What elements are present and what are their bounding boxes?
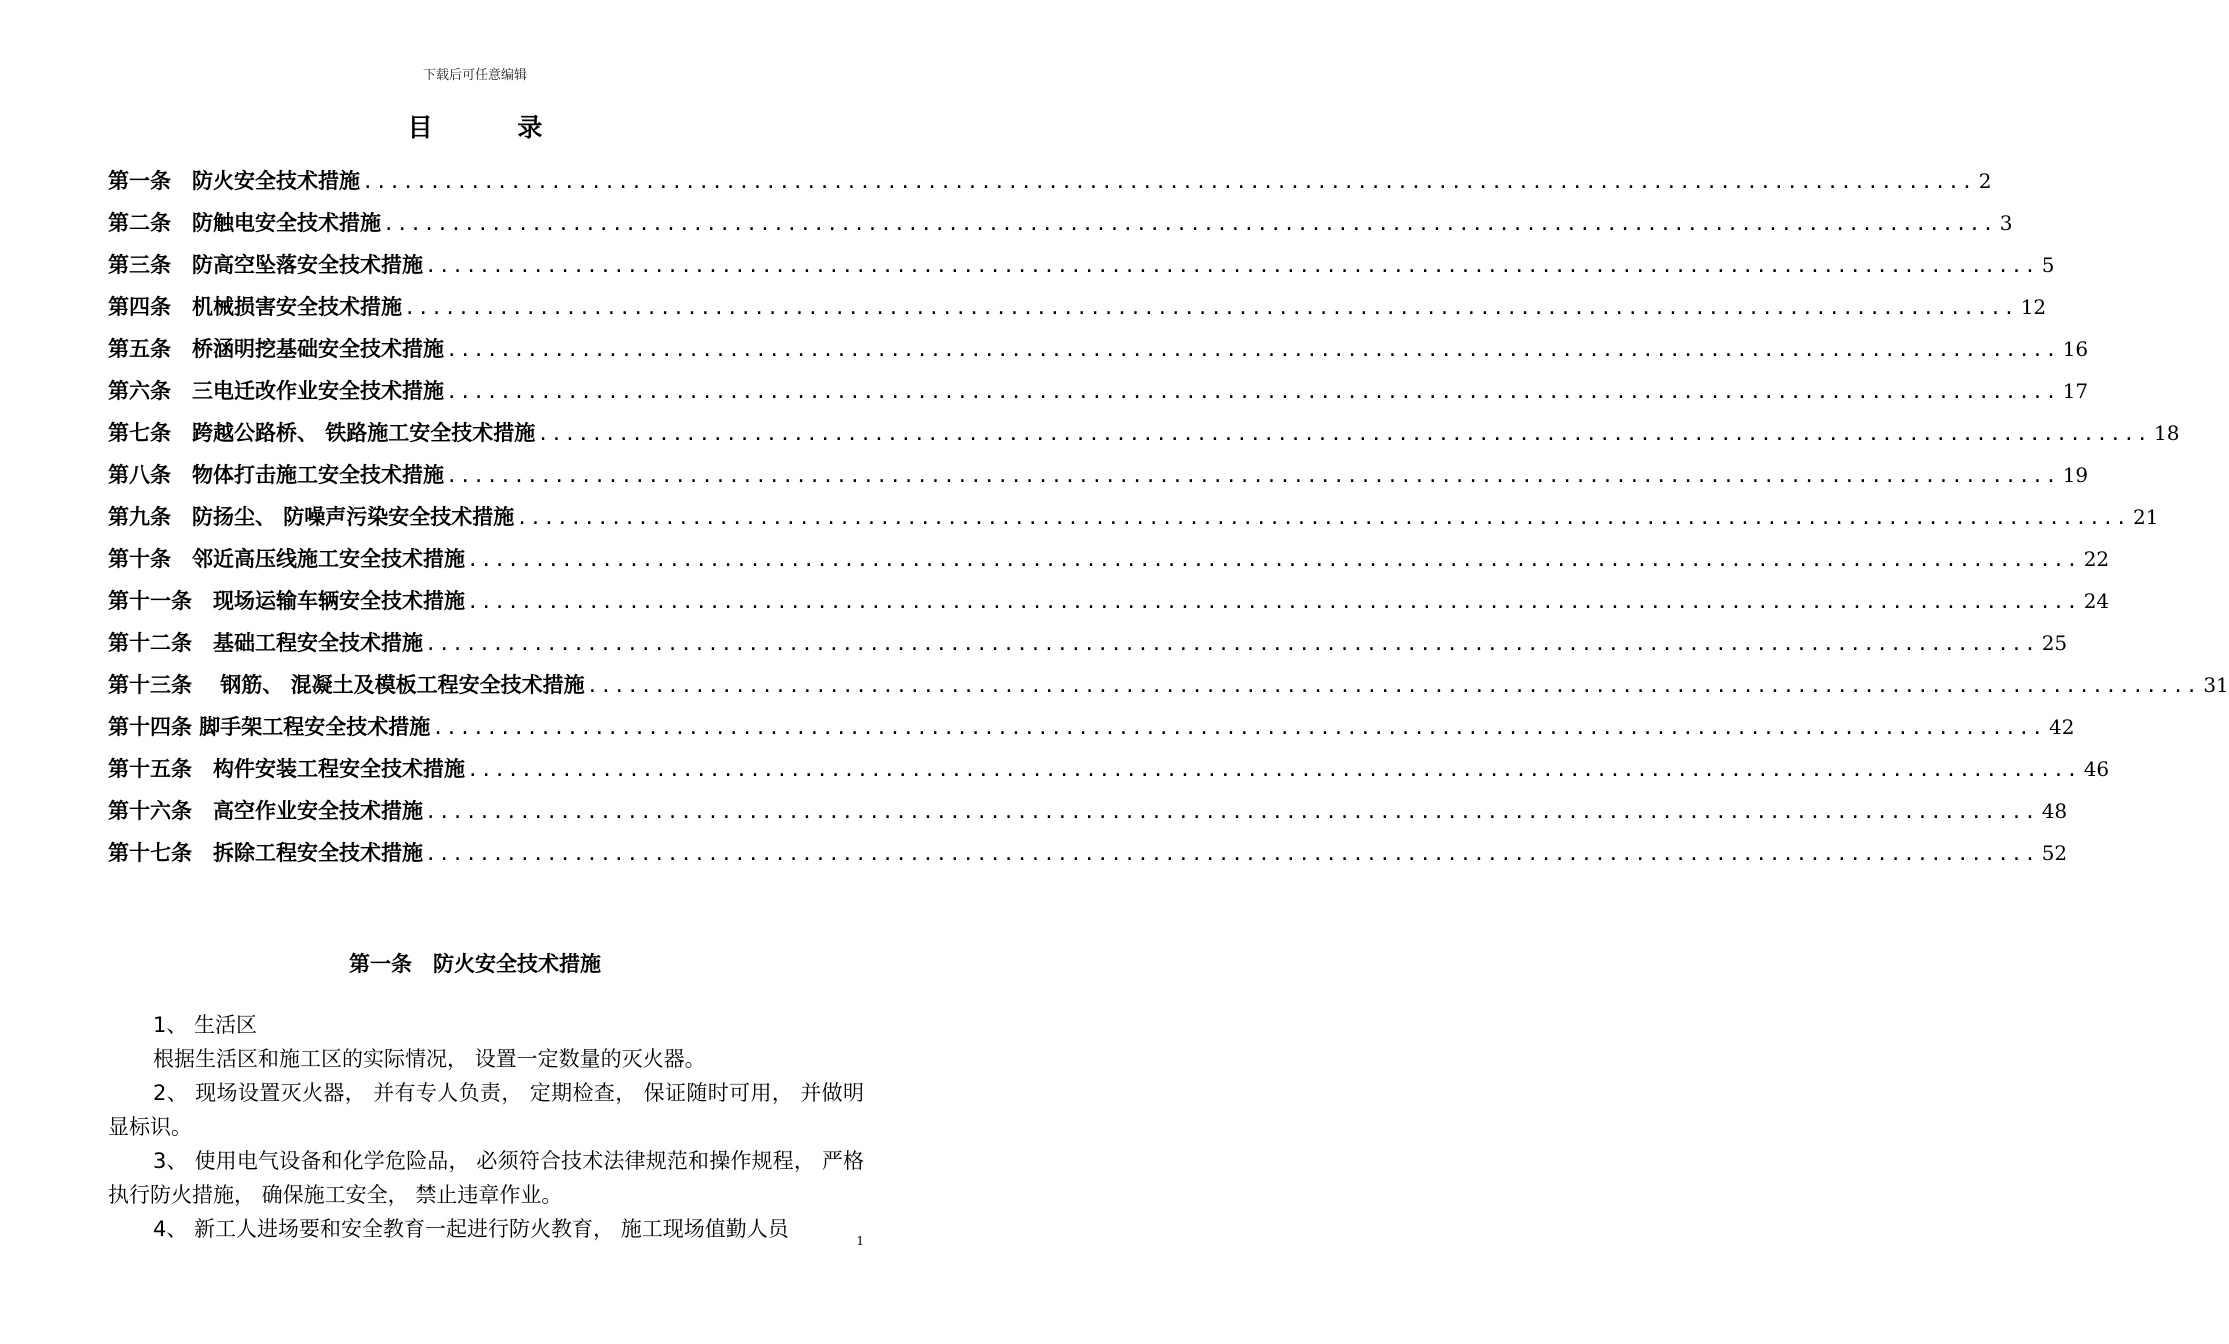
toc-entry-page: 21 <box>2133 505 2159 529</box>
toc-entry-page: 5 <box>2041 253 2055 277</box>
toc-entry[interactable] <box>108 706 2075 748</box>
toc-entry[interactable] <box>108 748 2110 790</box>
toc-title: 目 录 <box>407 113 581 142</box>
toc-entry-page: 19 <box>2062 463 2089 487</box>
toc-entry-label: 第十一条 现场运输车辆安全技术措施 <box>108 589 465 613</box>
toc-entry[interactable] <box>108 790 2068 832</box>
page-number: 1 <box>856 1234 864 1248</box>
toc-entry[interactable] <box>108 160 1992 202</box>
dot-leader: ........................................................................................................................ <box>425 633 2038 655</box>
toc-entry-label: 第五条 桥涵明挖基础安全技术措施 <box>108 337 444 361</box>
toc-entry-label: 第十四条 脚手架工程安全技术措施 <box>108 715 431 739</box>
toc-entry-label: 第八条 物体打击施工安全技术措施 <box>108 463 444 487</box>
paragraph: 2、 现场设置灭火器， 并有专人负责， 定期检查， 保证随时可用， 并做明显标识。 <box>108 1081 864 1139</box>
toc-entry-page: 42 <box>2049 715 2075 739</box>
toc-entry-page: 18 <box>2154 421 2180 445</box>
paragraph: 3、 使用电气设备和化学危险品， 必须符合技术法律规范和操作规程， 严格执行防火措施， 确保施工安全， 禁止违章作业。 <box>108 1149 864 1207</box>
dot-leader: ........................................................................................................................ <box>516 507 2129 529</box>
toc-entry[interactable] <box>108 496 2159 538</box>
paragraph: 1、 生活区 <box>153 1013 258 1037</box>
dot-leader: ........................................................................................................................ <box>467 759 2080 781</box>
section-heading: 第一条 防火安全技术措施 <box>349 952 601 976</box>
toc-entry[interactable] <box>108 412 2180 454</box>
toc-entry-label: 第十三条 钢筋、 混凝土及模板工程安全技术措施 <box>108 673 585 697</box>
toc-entry[interactable] <box>108 664 2229 706</box>
toc-entry-page: 12 <box>2020 295 2047 319</box>
toc-entry[interactable] <box>108 538 2110 580</box>
header-note: 下载后可任意编辑 <box>422 68 527 83</box>
dot-leader: ........................................................................................................................ <box>425 801 2038 823</box>
toc-entry[interactable] <box>108 622 2068 664</box>
table-of-contents <box>108 160 2229 874</box>
toc-entry-label: 第一条 防火安全技术措施 <box>108 169 360 193</box>
toc-entry-page: 48 <box>2041 799 2068 823</box>
toc-entry-page: 46 <box>2083 757 2110 781</box>
toc-entry-label: 第十六条 高空作业安全技术措施 <box>108 799 423 823</box>
toc-entry-label: 第七条 跨越公路桥、 铁路施工安全技术措施 <box>108 421 536 445</box>
dot-leader: ........................................................................................................................ <box>362 171 1975 193</box>
dot-leader: ........................................................................................................................ <box>467 591 2080 613</box>
toc-entry[interactable] <box>108 328 2089 370</box>
toc-entry-label: 第三条 防高空坠落安全技术措施 <box>108 253 423 277</box>
toc-entry-label: 第十七条 拆除工程安全技术措施 <box>108 841 423 865</box>
dot-leader: ........................................................................................................................ <box>467 549 2080 571</box>
dot-leader: ........................................................................................................................ <box>404 297 2017 319</box>
toc-entry-page: 16 <box>2062 337 2089 361</box>
toc-entry-page: 2 <box>1978 169 1992 193</box>
toc-entry-label: 第九条 防扬尘、 防噪声污染安全技术措施 <box>108 505 515 529</box>
toc-entry[interactable] <box>108 580 2110 622</box>
toc-entry-label: 第十二条 基础工程安全技术措施 <box>108 631 423 655</box>
dot-leader: ........................................................................................................................ <box>425 255 2038 277</box>
paragraph: 4、 新工人进场要和安全教育一起进行防火教育， 施工现场值勤人员 <box>153 1217 789 1241</box>
toc-entry-label: 第十条 邻近高压线施工安全技术措施 <box>108 547 465 571</box>
dot-leader: ........................................................................................................................ <box>446 339 2059 361</box>
toc-entry-label: 第十五条 构件安装工程安全技术措施 <box>108 757 465 781</box>
paragraph: 根据生活区和施工区的实际情况， 设置一定数量的灭火器。 <box>153 1047 706 1071</box>
toc-entry[interactable] <box>108 286 2047 328</box>
section-body <box>108 1008 864 1246</box>
toc-entry-label: 第四条 机械损害安全技术措施 <box>108 295 402 319</box>
toc-entry-page: 3 <box>1999 211 2013 235</box>
toc-entry-page: 31 <box>2203 673 2229 697</box>
toc-entry[interactable] <box>108 244 2055 286</box>
toc-entry[interactable] <box>108 370 2089 412</box>
toc-entry[interactable] <box>108 202 2013 244</box>
toc-entry-label: 第二条 防触电安全技术措施 <box>108 211 381 235</box>
toc-entry-page: 17 <box>2062 379 2089 403</box>
toc-entry-page: 24 <box>2083 589 2110 613</box>
dot-leader: ........................................................................................................................ <box>425 843 2038 865</box>
dot-leader: ........................................................................................................................ <box>446 465 2059 487</box>
toc-entry[interactable] <box>108 454 2089 496</box>
toc-entry-page: 25 <box>2041 631 2068 655</box>
dot-leader: ........................................................................................................................ <box>383 213 1996 235</box>
toc-entry-page: 22 <box>2083 547 2110 571</box>
dot-leader: ........................................................................................................................ <box>537 423 2150 445</box>
toc-entry-label: 第六条 三电迁改作业安全技术措施 <box>108 379 444 403</box>
dot-leader: ........................................................................................................................ <box>586 675 2200 697</box>
dot-leader: ........................................................................................................................ <box>446 381 2059 403</box>
dot-leader: ........................................................................................................................ <box>432 717 2045 739</box>
toc-entry[interactable] <box>108 832 2068 874</box>
toc-entry-page: 52 <box>2041 841 2068 865</box>
